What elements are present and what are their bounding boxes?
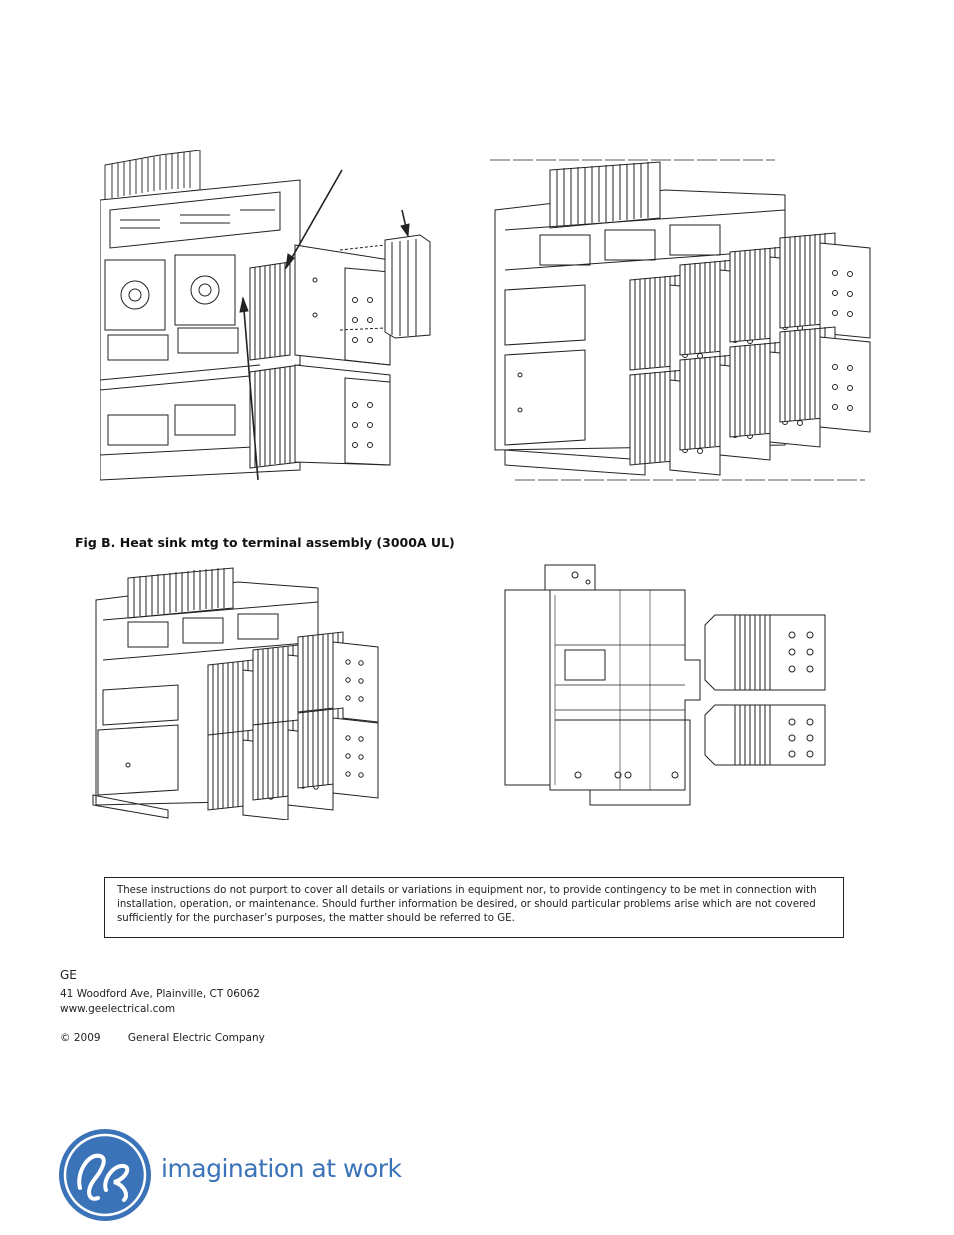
figure-breaker-front-isometric: [88, 560, 388, 820]
figure-breaker-with-heat-sinks: [485, 150, 875, 490]
disclaimer-notice: These instructions do not purport to cover all details or variations in equipment nor, to provide contingency to be met in connection with installation, operation, or maintenance. Should further information be desired, or should particular problems arise which are not covered sufficiently for the purchaser’s purposes, the matter should be referred to GE.: [104, 877, 844, 938]
company-website[interactable]: www.geelectrical.com: [60, 1003, 176, 1015]
copyright-year: © 2009: [60, 1032, 101, 1044]
company-short-name: GE: [60, 968, 77, 982]
copyright-line: [60, 1032, 289, 1044]
figure-breaker-side-view: [500, 560, 835, 810]
figure-caption: Fig B. Heat sink mtg to terminal assembly (3000A UL): [75, 535, 455, 550]
brand-tagline: imagination at work: [161, 1154, 402, 1183]
copyright-company: General Electric Company: [127, 1032, 265, 1044]
figure-exploded-heat-sink: [100, 150, 440, 485]
company-address: 41 Woodford Ave, Plainville, CT 06062: [60, 988, 260, 1000]
ge-monogram-logo: [58, 1128, 152, 1226]
